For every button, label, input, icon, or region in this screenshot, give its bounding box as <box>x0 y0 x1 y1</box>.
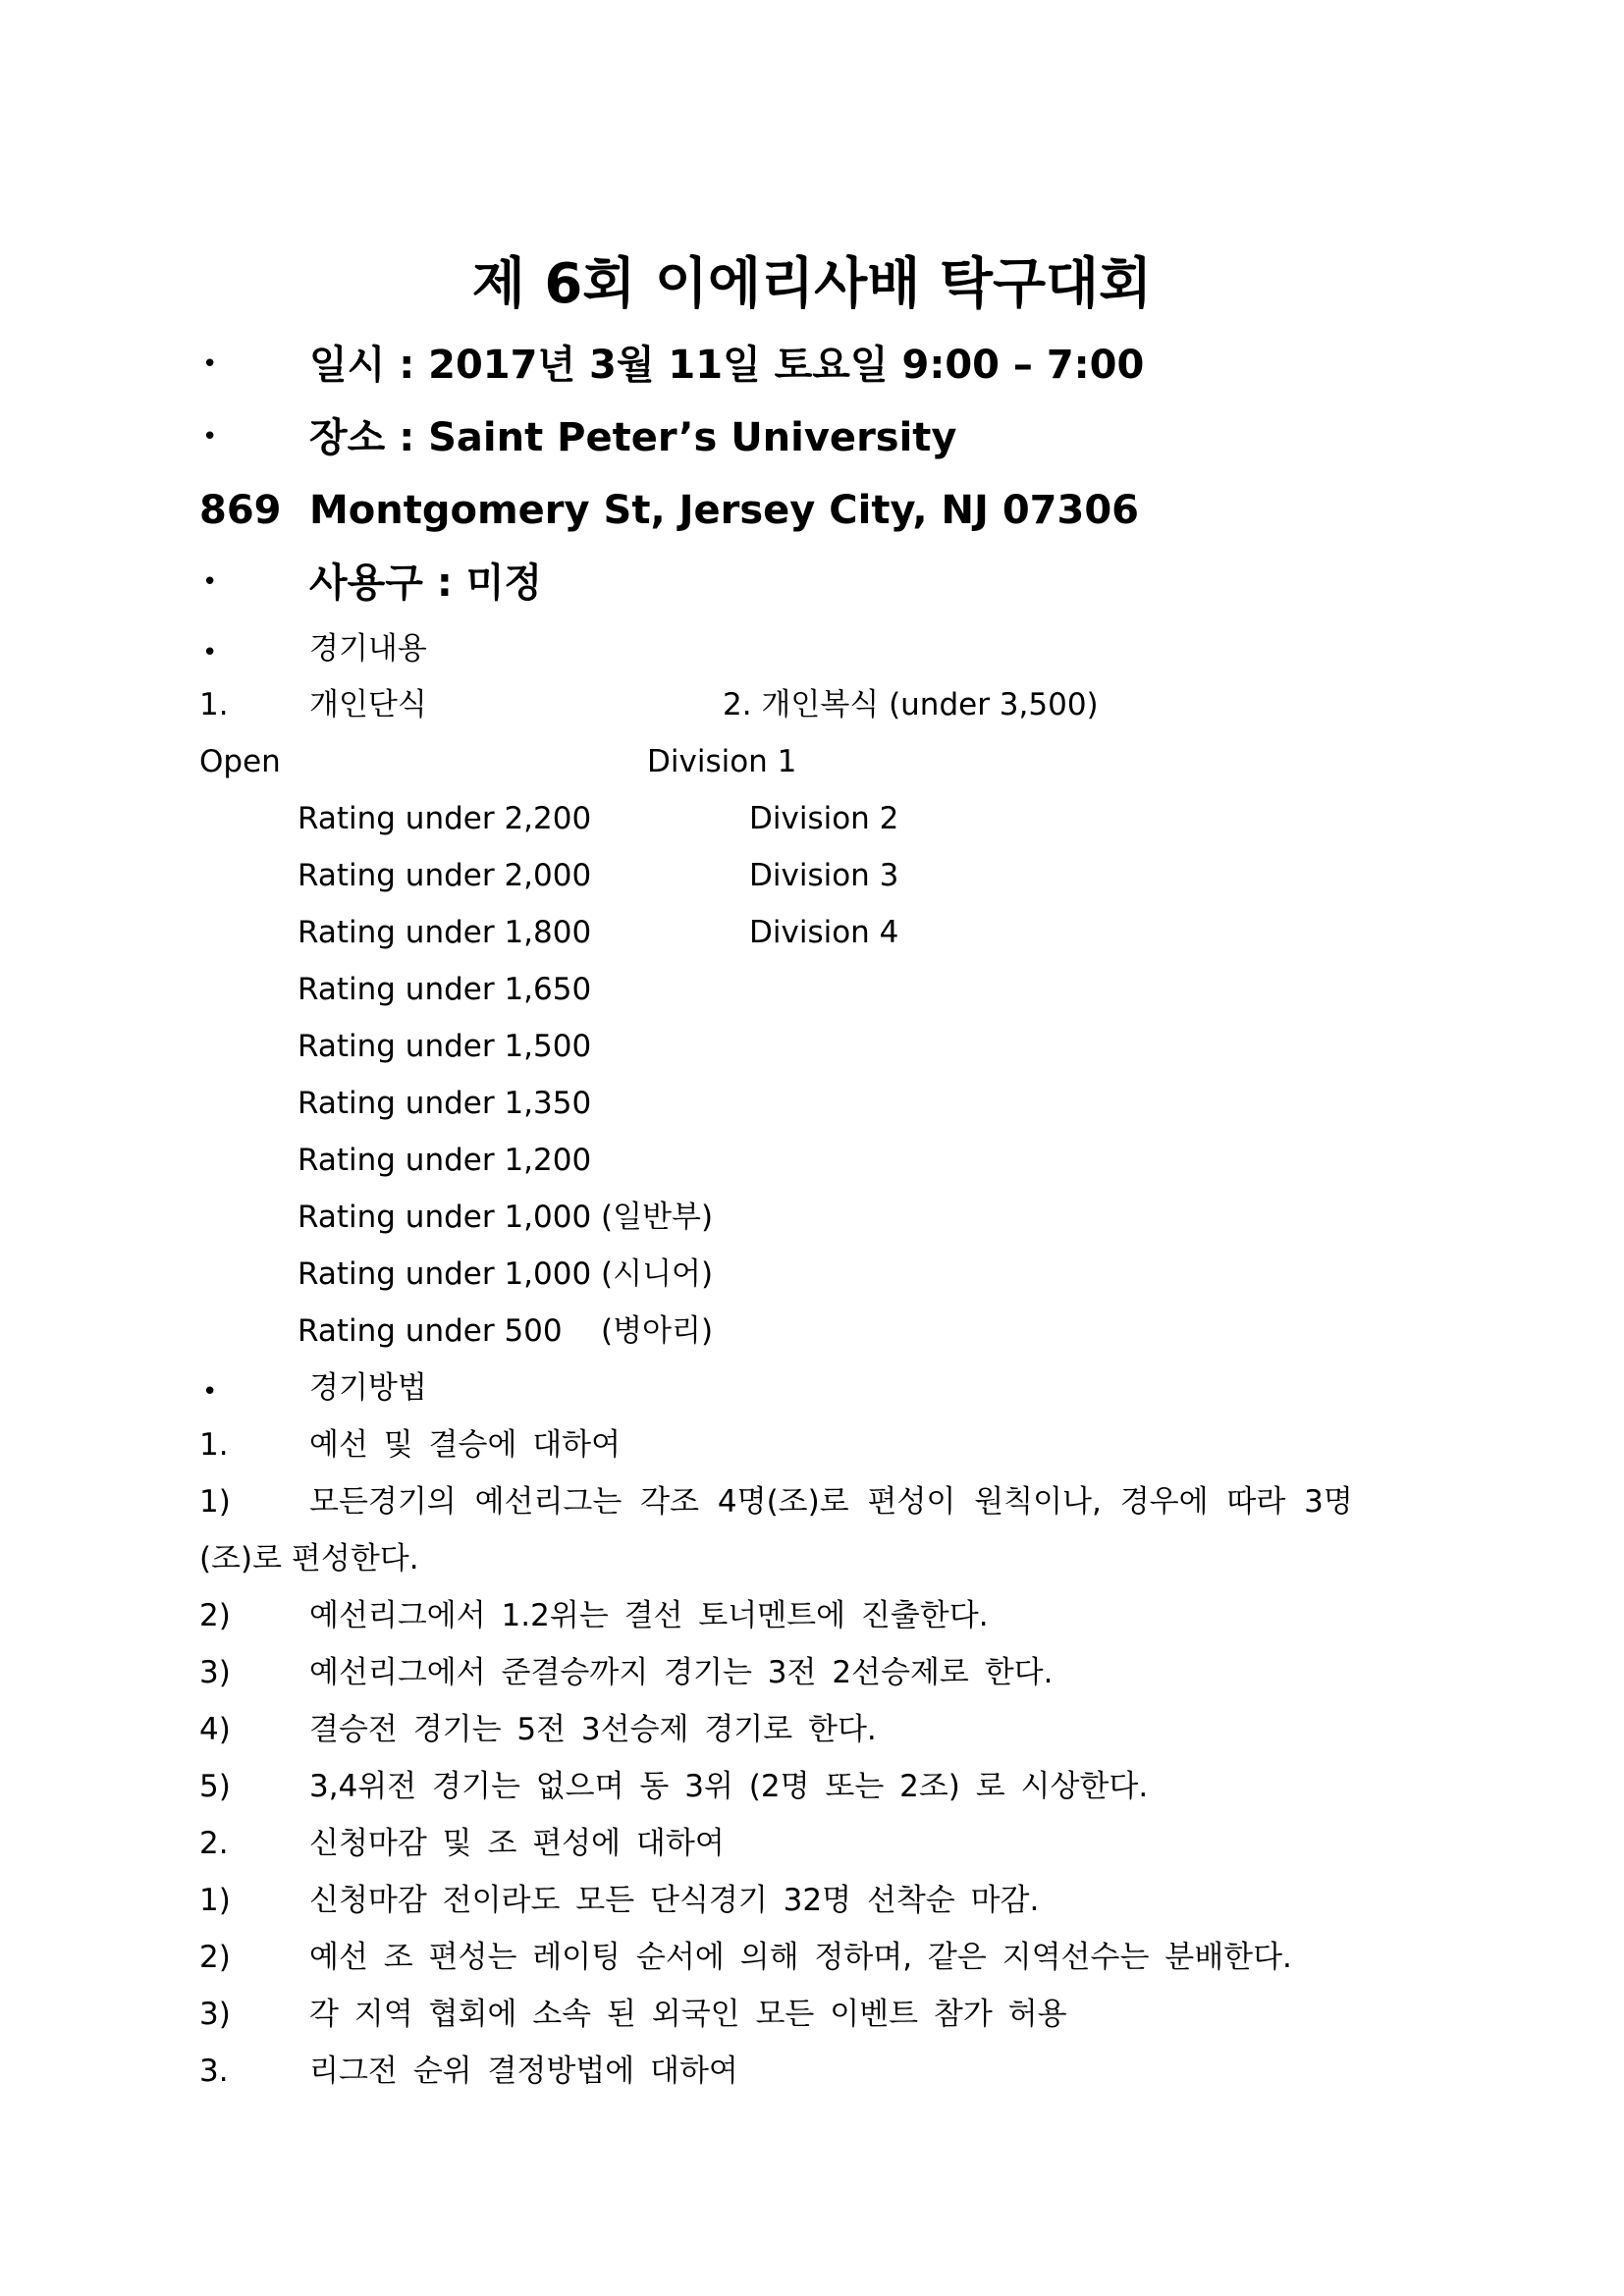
rating-item: Rating under 1,350 <box>298 1086 592 1121</box>
division-item: Division 1 <box>647 744 797 779</box>
address-number: 869 <box>199 488 282 533</box>
rating-item: Rating under 1,000 (시니어) <box>298 1256 714 1292</box>
rule-continuation: (조)로 편성한다. <box>199 1541 419 1576</box>
rating-item: Rating under 500 (병아리) <box>298 1313 714 1349</box>
rating-item: Rating under 2,200 <box>298 801 592 836</box>
rule-text: 3,4위전 경기는 없으며 동 3위 (2명 또는 2조) 로 시상한다. <box>309 1769 1149 1804</box>
rating-item: Rating under 1,650 <box>298 972 592 1007</box>
rule-text: 예선리그에서 1.2위는 결선 토너멘트에 진출한다. <box>309 1598 989 1633</box>
rating-item: Rating under 2,000 <box>298 858 592 893</box>
address-line: Montgomery St, Jersey City, NJ 07306 <box>309 488 1139 533</box>
list-number: 3) <box>199 1655 231 1690</box>
rule-text: 예선 및 결승에 대하여 <box>309 1427 622 1463</box>
rule-text: 신청마감 전이라도 모든 단식경기 32명 선착순 마감. <box>309 1883 1040 1918</box>
rating-item: Rating under 1,000 (일반부) <box>298 1200 714 1235</box>
document-title: 제 6회 이에리사배 탁구대회 <box>471 252 1153 316</box>
ball-line: 사용구 : 미정 <box>309 561 543 606</box>
list-number: 2) <box>199 1598 231 1633</box>
bullet: • <box>202 422 218 452</box>
list-number: 2. <box>199 1826 229 1861</box>
rule-text: 결승전 경기는 5전 3선승제 경기로 한다. <box>309 1712 877 1747</box>
bullet: • <box>202 567 218 597</box>
list-number: 1. <box>199 687 229 722</box>
rule-text: 신청마감 및 조 편성에 대하여 <box>309 1826 725 1861</box>
rule-text: 예선 조 편성는 레이팅 순서에 의해 정하며, 같은 지역선수는 분배한다. <box>309 1940 1292 1975</box>
list-number: 3. <box>199 2054 229 2089</box>
division-item: Division 4 <box>749 915 899 950</box>
list-number: 5) <box>199 1769 231 1804</box>
division-item: Division 2 <box>749 801 899 836</box>
rule-text: 각 지역 협회에 소속 된 외국인 모든 이벤트 참가 허용 <box>309 1997 1067 2032</box>
contents-heading: 경기내용 <box>309 631 427 667</box>
list-number: 1) <box>199 1883 231 1918</box>
list-number: 3) <box>199 1997 231 2032</box>
list-number: 1) <box>199 1484 231 1520</box>
rating-item: Rating under 1,800 <box>298 915 592 950</box>
division-item: Division 3 <box>749 858 899 893</box>
open-label: Open <box>199 744 281 779</box>
method-heading: 경기방법 <box>309 1370 427 1406</box>
rule-text: 리그전 순위 결정방법에 대하여 <box>309 2054 738 2089</box>
list-number: 4) <box>199 1712 231 1747</box>
bullet: • <box>202 1377 218 1407</box>
rule-text: 예선리그에서 준결승까지 경기는 3전 2선승제로 한다. <box>309 1655 1054 1690</box>
list-number: 2) <box>199 1940 231 1975</box>
rating-item: Rating under 1,200 <box>298 1143 592 1178</box>
venue-line: 장소 : Saint Peter’s University <box>309 415 957 460</box>
rating-item: Rating under 1,500 <box>298 1029 592 1064</box>
list-number: 1. <box>199 1427 229 1463</box>
rule-text: 모든경기의 예선리그는 각조 4명(조)로 편성이 원칙이나, 경우에 따라 3명 <box>309 1484 1353 1520</box>
bullet: • <box>202 349 218 379</box>
singles-heading: 개인단식 <box>309 687 427 722</box>
doubles-heading: 2. 개인복식 (under 3,500) <box>723 687 1099 722</box>
bullet: • <box>202 638 218 667</box>
date-line: 일시 : 2017년 3월 11일 토요일 9:00 – 7:00 <box>309 343 1145 388</box>
